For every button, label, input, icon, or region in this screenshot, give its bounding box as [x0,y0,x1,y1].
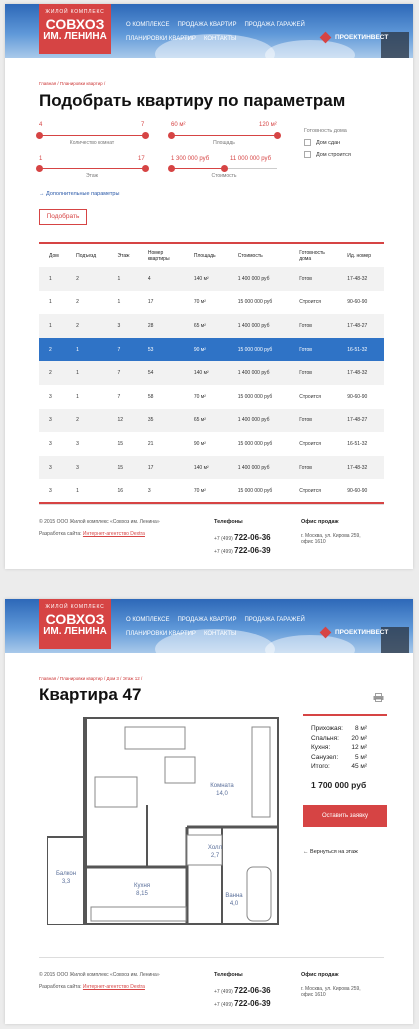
office-address-2: офис 1610 [301,992,326,998]
print-icon[interactable] [373,689,384,698]
table-cell: 70 м² [193,487,206,494]
brand-logo-icon [320,32,332,44]
phone-number: 722-06-39 [234,546,271,555]
area-slider-fill [171,135,277,136]
developer-brand[interactable] [320,32,388,43]
plan-bathtub [247,867,271,921]
price-min-value: 1 300 000 руб [171,156,210,162]
table-cell: 3 [49,487,52,494]
table-cell: Готов [299,464,312,471]
results-table [39,242,384,504]
site-header [5,4,413,58]
room-area-row [303,762,387,772]
logo-line1: ЖИЛОЙ КОМПЛЕКС [45,9,105,15]
main-nav [126,617,313,623]
logo-line3: ИМ. ЛЕНИНА [43,31,107,42]
room-area-row [303,734,387,744]
table-row[interactable] [39,267,384,291]
table-cell: 15 000 000 руб [237,299,273,306]
phones-title: Телефоны [214,519,243,525]
area-min-value: 60 м² [171,122,186,128]
table-cell: 17-48-32 [347,370,368,377]
phone-number: 722-06-39 [234,999,271,1008]
breadcrumb: Главная / Планировки квартир / [39,81,106,86]
page-title: Подобрать квартиру по параметрам [39,91,346,110]
room-area-row [303,743,387,753]
table-cell: 3 [76,464,79,471]
table-cell: 17-48-27 [347,322,368,329]
plan-balcony-area: 3,3 [61,879,71,885]
table-cell: 1 [76,370,79,377]
table-cell: 17-48-32 [347,275,368,282]
table-cell: 70 м² [193,299,206,306]
col-floor[interactable]: Этаж [108,243,138,267]
col-price[interactable]: Стоимость [228,243,290,267]
table-cell: Готов [299,275,312,282]
logo-line2: СОВХОЗ [45,16,105,32]
price-max-value: 11 000 000 руб [230,156,272,162]
checkbox-box[interactable] [304,151,311,158]
table-cell: 3 [49,464,52,471]
table-cell: 90 м² [193,440,206,447]
room-area-row [303,724,387,734]
price-max-handle[interactable] [221,165,228,172]
crumb-layouts[interactable]: Планировки квартир [59,81,103,86]
apartment-info [303,714,387,790]
floor-label: Этаж [86,173,98,179]
table-cell: 1 [49,322,52,329]
table-cell: 90-60-90 [347,393,368,400]
page-title: Квартира 47 [39,685,142,704]
table-header-row [39,243,384,267]
apartment-page-card [5,599,413,1024]
nav-apartments[interactable]: ПРОДАЖА КВАРТИР [177,22,237,28]
plan-hall-label: Холл [207,845,223,851]
search-submit-button[interactable]: Подобрать [39,209,87,225]
floor-min-handle[interactable] [36,165,43,172]
table-cell: 16-51-32 [347,346,368,353]
more-params-link[interactable] [39,191,119,197]
table-row[interactable] [39,409,384,433]
table-cell: 7 [117,370,121,377]
col-apartment[interactable]: Номер квартиры [138,243,184,267]
table-cell: 53 [147,346,154,353]
nav-about[interactable]: О КОМПЛЕКСЕ [126,22,170,28]
nav-garages[interactable]: ПРОДАЖА ГАРАЖЕЙ [244,22,305,28]
checkbox-house-ready[interactable] [304,139,340,146]
floor-max-handle[interactable] [142,165,149,172]
plan-room-label: Комната [210,783,234,789]
phone-1[interactable] [214,986,271,995]
rooms-max-handle[interactable] [142,132,149,139]
table-cell: 2 [49,370,52,377]
main-nav-row2 [126,631,244,637]
plan-balcony-label: Балкон [55,871,77,877]
area-min-handle[interactable] [168,132,175,139]
table-cell: 15 [117,464,124,471]
footer-office [301,519,361,545]
price-min-handle[interactable] [168,165,175,172]
phone-prefix: +7 (499) [214,549,233,555]
plan-wardrobe [252,727,270,817]
table-cell: 1 400 000 руб [237,370,270,377]
table-cell: 15 [117,440,124,447]
dev-link[interactable]: Интернет-агентство Dextra [82,531,145,537]
crumb-home[interactable]: Главная [39,81,57,86]
footer [39,504,384,564]
copyright-text: © 2015 ООО Жилой комплекс «Совхоз им. Ленина» [39,519,160,525]
phone-prefix: +7 (499) [214,989,233,995]
site-header [5,599,413,653]
table-cell: Строится [299,393,321,400]
plan-desk [165,757,195,783]
floor-max-value: 17 [138,156,145,162]
table-cell: 35 [147,417,154,424]
checkbox-box[interactable] [304,139,311,146]
nav-garages[interactable]: ПРОДАЖА ГАРАЖЕЙ [244,617,305,623]
table-cell: 17 [147,464,154,471]
table-cell: 1 400 000 руб [237,464,270,471]
table-cell: 7 [117,346,121,353]
dev-link[interactable]: Интернет-агентство Dextra [82,984,145,990]
crumb-floor[interactable]: Этаж 12 [122,676,140,681]
developer-brand[interactable] [320,627,388,638]
footer [39,957,384,1017]
table-cell: 1 [117,275,121,282]
main-nav-row2 [126,36,244,42]
table-cell: 16 [117,487,124,494]
table-cell: 17-48-32 [347,464,368,471]
room-area-row [303,753,387,763]
main-nav [126,22,313,28]
site-logo[interactable] [39,4,111,54]
phone-number: 722-06-36 [234,533,271,542]
nav-contacts[interactable]: КОНТАКТЫ [203,631,237,637]
plan-bed [95,777,137,807]
table-cell: 1 [49,275,52,282]
footer-copyright [39,972,160,990]
table-cell: Готов [299,417,312,424]
col-entrance[interactable]: Подъезд [66,243,107,267]
checkbox-house-building[interactable] [304,151,351,158]
room-value: 12 м² [351,744,367,751]
table-cell: 54 [147,370,154,377]
floor-slider[interactable] [39,168,145,169]
table-cell: 3 [147,487,151,494]
plan-bath-area: 4,0 [229,901,239,907]
area-label: Площадь [213,140,235,146]
table-row[interactable] [39,338,384,362]
office-address-2: офис 1610 [301,539,326,545]
phone-prefix: +7 (499) [214,536,233,542]
logo-line3: ИМ. ЛЕНИНА [43,626,107,637]
table-cell: Готов [299,370,312,377]
table-cell: 15 000 000 руб [237,440,273,447]
table-cell: 58 [147,393,154,400]
office-title: Офис продаж [301,519,339,525]
apartment-price: 1 700 000 руб [311,779,367,790]
table-cell: 65 м² [193,322,206,329]
table-cell: 2 [76,275,79,282]
checkbox-label: Дом строится [316,151,351,158]
table-cell: 1 [49,299,52,306]
back-to-floor-link[interactable] [303,849,358,855]
table-cell: 1 [76,346,79,353]
table-cell: 4 [147,275,151,282]
rooms-max-value: 7 [141,122,145,128]
phone-2[interactable] [214,999,271,1008]
phone-prefix: +7 (499) [214,1002,233,1008]
price-label: Стоимость [211,173,237,179]
table-cell: 1 400 000 руб [237,417,270,424]
table-cell: 15 000 000 руб [237,487,273,494]
table-cell: Строится [299,440,321,447]
table-row[interactable] [39,385,384,409]
table-cell: 1 [76,393,79,400]
logo-line1: ЖИЛОЙ КОМПЛЕКС [45,604,105,610]
table-cell: Строится [299,299,321,306]
crumb-house[interactable]: Дом 3 [106,676,119,681]
table-cell: 140 м² [193,275,209,282]
nav-apartments[interactable]: ПРОДАЖА КВАРТИР [177,617,237,623]
table-row[interactable] [39,432,384,456]
table-cell: 3 [76,440,79,447]
phones-title: Телефоны [214,972,243,978]
rooms-min-handle[interactable] [36,132,43,139]
rooms-label: Количество комнат [69,140,115,146]
checkbox-label: Дом сдан [316,139,341,146]
footer-phones [214,972,271,1012]
table-cell: Строится [299,487,321,494]
table-cell: 1 [76,487,79,494]
table-cell: 1 400 000 руб [237,322,270,329]
brand-name: ПРОЕКТИНВЕСТ [335,629,389,636]
arrow-right-icon: → [39,191,47,197]
arrow-left-icon: ← [303,849,311,855]
rooms-slider-fill [39,135,145,136]
nav-layouts[interactable]: ПЛАНИРОВКИ КВАРТИР [126,631,196,637]
table-row[interactable] [39,456,384,480]
col-id[interactable]: Ид. номер [337,243,384,267]
plan-hall-area: 2,7 [210,853,220,859]
room-name: Санузел: [311,753,339,761]
site-logo[interactable] [39,599,111,649]
table-cell: 17 [147,299,154,306]
area-max-value: 120 м² [259,122,277,128]
more-params-label: Дополнительные параметры [46,191,120,197]
table-row[interactable] [39,479,384,503]
room-value: 8 м² [354,725,367,732]
table-cell: 3 [49,417,52,424]
table-cell: 90 м² [193,346,206,353]
col-area[interactable]: Площадь [184,243,228,267]
col-readiness[interactable]: Готовность дома [289,243,337,267]
back-link-label: Вернуться на этаж [310,849,358,855]
office-title: Офис продаж [301,972,339,978]
table-cell: 21 [147,440,154,447]
table-cell: 7 [117,393,121,400]
table-cell: 70 м² [193,393,206,400]
table-cell: 2 [76,299,79,306]
phone-2[interactable] [214,546,271,555]
dev-label: Разработка сайта: [39,531,82,537]
area-slider[interactable] [171,135,277,136]
plan-sofa [125,727,185,749]
footer-office [301,972,361,998]
nav-layouts[interactable]: ПЛАНИРОВКИ КВАРТИР [126,36,196,42]
office-address-1: г. Москва, ул. Кирова 259, [301,533,361,539]
crumb-layouts[interactable]: Планировки квартир [59,676,103,681]
floor-min-value: 1 [39,156,43,162]
price-slider-fill [171,168,224,169]
crumb-home[interactable]: Главная [39,676,57,681]
table-cell: 65 м² [193,417,206,424]
table-row[interactable] [39,361,384,385]
nav-about[interactable]: О КОМПЛЕКСЕ [126,617,170,623]
floor-slider-fill [39,168,145,169]
col-house[interactable]: Дом [39,243,66,267]
room-name: Прихожая: [311,725,343,732]
table-cell: 15 000 000 руб [237,393,273,400]
search-page-card [5,4,413,569]
rooms-min-value: 4 [39,122,43,128]
footer-copyright [39,519,160,537]
price-slider[interactable] [171,168,277,169]
room-name: Спальня: [311,734,339,742]
plan-room-area: 14,0 [216,791,228,797]
table-cell: 3 [49,440,52,447]
phone-1[interactable] [214,533,271,542]
table-cell: 15 000 000 руб [237,346,273,353]
table-cell: 90-60-90 [347,299,368,306]
table-cell: 1 400 000 руб [237,275,270,282]
dev-label: Разработка сайта: [39,984,82,990]
table-cell: 2 [49,346,52,353]
table-cell: 3 [117,322,121,329]
table-cell: 3 [49,393,52,400]
floor-plan [47,717,279,925]
logo-line2: СОВХОЗ [45,611,105,627]
table-cell: 16-51-32 [347,440,368,447]
room-value: 20 м² [351,734,367,742]
table-cell: 12 [117,417,124,424]
order-button[interactable]: Оставить заявку [303,805,387,827]
table-cell: 28 [147,322,154,329]
room-name: Кухня: [311,744,331,751]
table-cell: 17-48-27 [347,417,368,424]
breadcrumb: Главная / Планировки квартир / Дом 3 / Этаж 12 / [39,676,143,681]
plan-kitchen-area: 8,15 [136,891,148,897]
table-row[interactable] [39,291,384,315]
copyright-text: © 2015 ООО Жилой комплекс «Совхоз им. Ленина» [39,972,160,978]
plan-kitchen-label: Кухня [133,883,151,889]
table-cell: Готов [299,322,312,329]
table-cell: 140 м² [193,370,209,377]
room-name: Итого: [311,763,330,770]
table-row[interactable] [39,314,384,338]
area-max-handle[interactable] [274,132,281,139]
room-value: 45 м² [351,763,367,770]
table-cell: 2 [76,417,79,424]
plan-kitchen-counter [91,907,186,921]
table-cell: 90-60-90 [347,487,368,494]
rooms-slider[interactable] [39,135,145,136]
plan-bath-label: Ванна [225,893,243,899]
table-cell: 140 м² [193,464,209,471]
office-address-1: г. Москва, ул. Кирова 259, [301,986,361,992]
readiness-title: Готовность дома [304,128,347,134]
footer-phones [214,519,271,559]
brand-logo-icon [320,627,332,639]
brand-name: ПРОЕКТИНВЕСТ [335,34,389,41]
table-cell: 1 [117,299,121,306]
room-value: 5 м² [354,753,367,761]
table-cell: Готов [299,346,312,353]
nav-contacts[interactable]: КОНТАКТЫ [203,36,237,42]
phone-number: 722-06-36 [234,986,271,995]
table-cell: 2 [76,322,79,329]
